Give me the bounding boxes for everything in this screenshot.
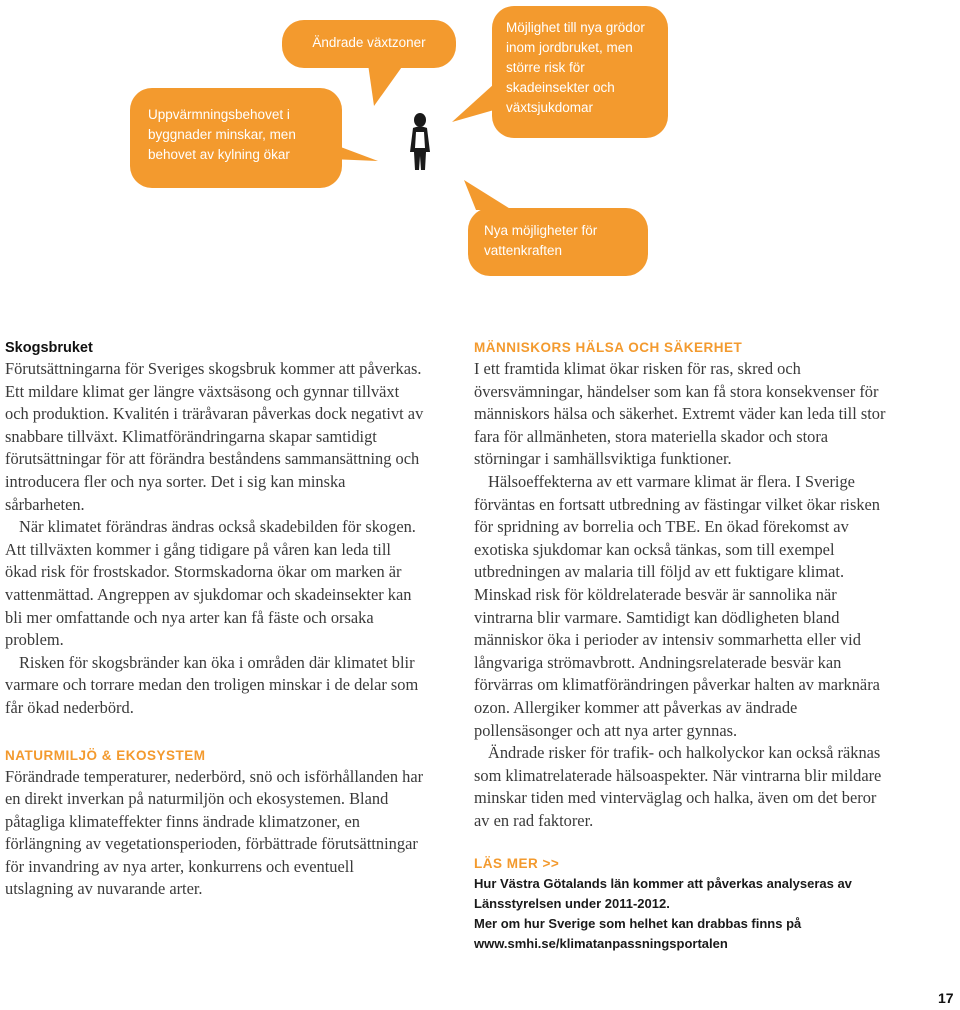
health-paragraph-3: Ändrade risker för trafik- och halkolyckor kan också räknas som klimatrelaterade hälsoaspekter. När vintrarna blir mildare minskar tiden med vinterväglag och halka, även om det beror av en rad faktorer. xyxy=(474,743,882,830)
health-paragraph-1: I ett framtida klimat ökar risken för ras, skred och översvämningar, händelser som kan få stora konsekvenser för människors hälsa och säkerhet. Extremt väder kan leda till stor fara för allmänheten, stora materiella skador och stora störningar i samhällsviktiga funktioner. xyxy=(474,359,886,469)
forestry-paragraph-3: Risken för skogsbränder kan öka i områden där klimatet blir varmare och torrare medan den troligen minskar i de delar som får ökad nederbörd. xyxy=(5,652,419,717)
page-number: 17 xyxy=(938,990,954,1006)
bubble-crops-text: Möjlighet till nya grödor inom jordbruket, men större risk för skadeinsekter och växtsjukdomar xyxy=(506,20,645,115)
section-heading-health: MÄNNISKORS HÄLSA OCH SÄKERHET xyxy=(474,340,743,355)
section-heading-nature: NATURMILJÖ & EKOSYSTEM xyxy=(5,747,206,763)
read-more-line-1: Hur Västra Götalands län kommer att påverkas analyseras av Länsstyrelsen under 2011-2012. xyxy=(474,876,852,912)
bubble-crops xyxy=(492,6,668,138)
read-more-heading: LÄS MER >> xyxy=(474,856,560,872)
right-column xyxy=(474,338,892,954)
bubble-heating-text: Uppvärmningsbehovet i byggnader minskar, men behovet av kylning ökar xyxy=(148,107,296,162)
read-more-line-2[interactable]: Mer om hur Sverige som helhet kan drabbas finns på www.smhi.se/klimatanpassningsportalen xyxy=(474,916,802,952)
bubble-hydro xyxy=(468,208,648,276)
bubble-tail xyxy=(452,84,496,124)
health-paragraph-2: Hälsoeffekterna av ett varmare klimat är flera. I Sverige förväntas en fortsatt utbredning av fästingar vilket ökar risken för spridning av borrelia och TBE. En ökad förekomst av exotiska sjukdomar kan också tänkas, som till exempel utbredningen av malaria till följd av ett fuktigare klimat. Minskad risk för köldrelaterade besvär är sannolika när vintrarna blir varmare. Samtidigt kan dödligheten bland människor öka i perioder av intensiv sommarhetta eller vid långvariga strömavbrott. Andningsrelaterade besvär kan förvärras om klimatförändringen påverkar halten av marknära ozon. Allergiker kommer att påverkas av ändrade pollensäsonger och att nya arter gynnas. xyxy=(474,471,880,740)
bubble-hydro-text: Nya möjligheter för vattenkraften xyxy=(484,223,598,258)
person-figure-icon xyxy=(405,112,435,174)
nature-paragraph-1: Förändrade temperaturer, nederbörd, snö och isförhållanden har en direkt inverkan på naturmiljön och ekosystemen. Bland påtagliga klimateffekter finns ändrade klimatzoner, en förlängning av vegetationsperioden, förbättrade förutsättningar för invandring av nya arter, konkurrens och eventuell utslagning av nuvarande arter. xyxy=(5,766,424,899)
bubble-tail xyxy=(330,143,380,163)
bubble-zones xyxy=(282,20,456,68)
forestry-paragraph-1: Förutsättningarna för Sveriges skogsbruk kommer att påverkas. Ett mildare klimat ger längre växtsäsong och gynnar tillväxt och produktion. Kvalitén i träråvaran påverkas dock negativt av snabbare tillväxt. Klimatförändringarna skapar samtidigt förutsättningar för att förändra beståndens sammansättning och introducera fler och nya sorter. Det i sig kan minska sårbarheten. xyxy=(5,359,424,514)
bubble-tail xyxy=(368,64,408,108)
bubble-zones-text: Ändrade växtzoner xyxy=(312,35,426,50)
bubble-heating xyxy=(130,88,342,188)
left-column xyxy=(5,338,425,901)
section-heading-forestry: Skogsbruket xyxy=(5,340,93,356)
bubble-tail xyxy=(464,180,514,212)
forestry-paragraph-2: När klimatet förändras ändras också skadebilden för skogen. Att tillväxten kommer i gång tidigare på våren kan leda till ökad risk för frostskador. Stormskadorna ökar om marken är vattenmättad. Angreppen av sjukdomar och skadeinsekter kan bli mer omfattande och nya arter kan få fäste och orsaka problem. xyxy=(5,517,416,650)
